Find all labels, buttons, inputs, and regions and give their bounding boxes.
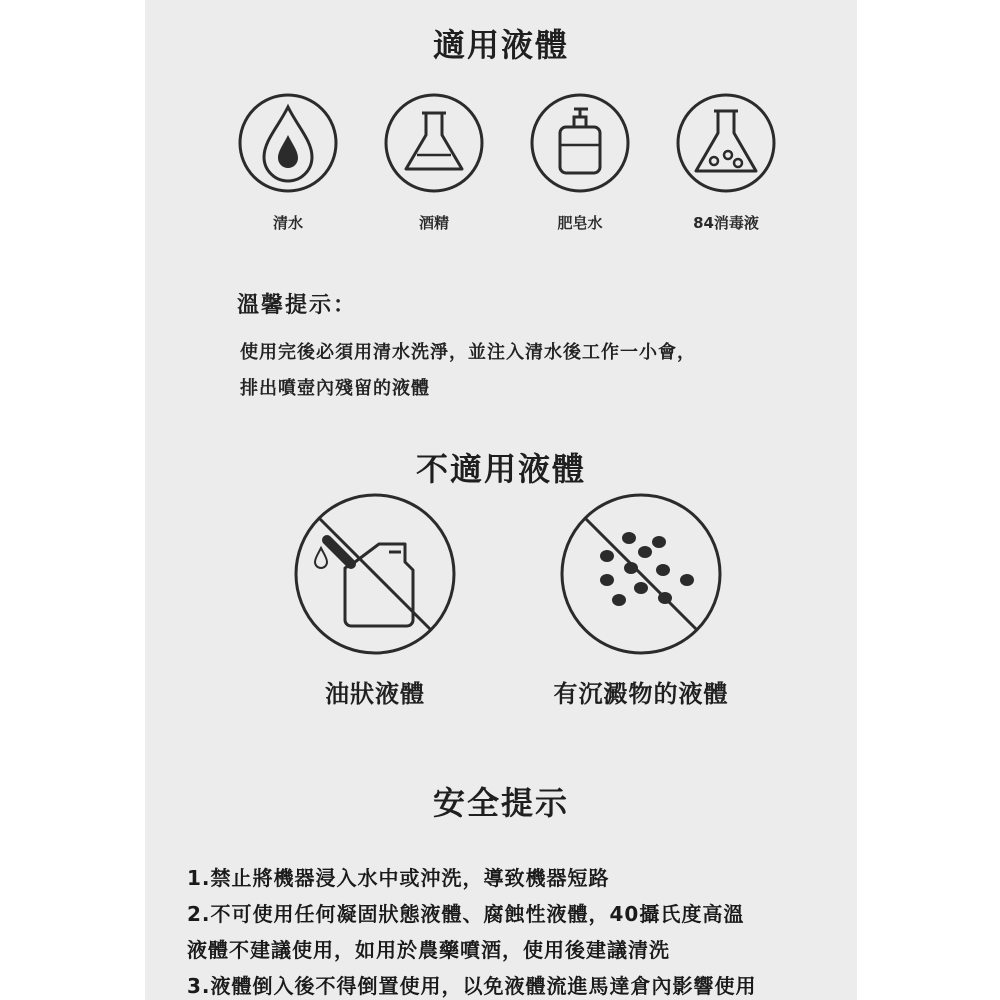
tips-title: 溫馨提示： (237, 293, 358, 318)
safety-title: 安全提示 (432, 784, 569, 822)
safety-line-2: 2.不可使用任何凝固狀態液體、腐蝕性液體，40攝氏度高溫 (187, 902, 745, 926)
soap-bottle-icon (530, 93, 630, 193)
content-panel (145, 0, 857, 1000)
tips-line-1: 使用完後必須用清水洗淨，並注入清水後工作一小會， (240, 342, 696, 363)
safety-line-4: 3.液體倒入後不得倒置使用，以免液體流進馬達倉內影響使用 (187, 974, 757, 998)
label-soap-water: 肥皂水 (557, 214, 603, 232)
bubbling-flask-icon (676, 93, 776, 193)
unsuitable-liquids-title: 不適用液體 (415, 450, 586, 488)
label-disinfectant: 84消毒液 (693, 214, 759, 232)
safety-line-1: 1.禁止將機器浸入水中或沖洗，導致機器短路 (187, 866, 610, 890)
safety-line-3: 液體不建議使用，如用於農藥噴酒，使用後建議清洗 (187, 938, 670, 962)
tips-line-2: 排出噴壺內殘留的液體 (240, 378, 430, 399)
water-drop-icon (238, 93, 338, 193)
no-oil-icon (293, 492, 457, 656)
suitable-liquids-title: 適用液體 (432, 26, 569, 64)
label-water: 清水 (272, 214, 303, 232)
label-sediment-liquid: 有沉澱物的液體 (553, 680, 729, 708)
label-oily-liquid: 油狀液體 (325, 680, 425, 708)
flask-icon (384, 93, 484, 193)
label-alcohol: 酒精 (418, 214, 449, 232)
no-sediment-icon (559, 492, 723, 656)
